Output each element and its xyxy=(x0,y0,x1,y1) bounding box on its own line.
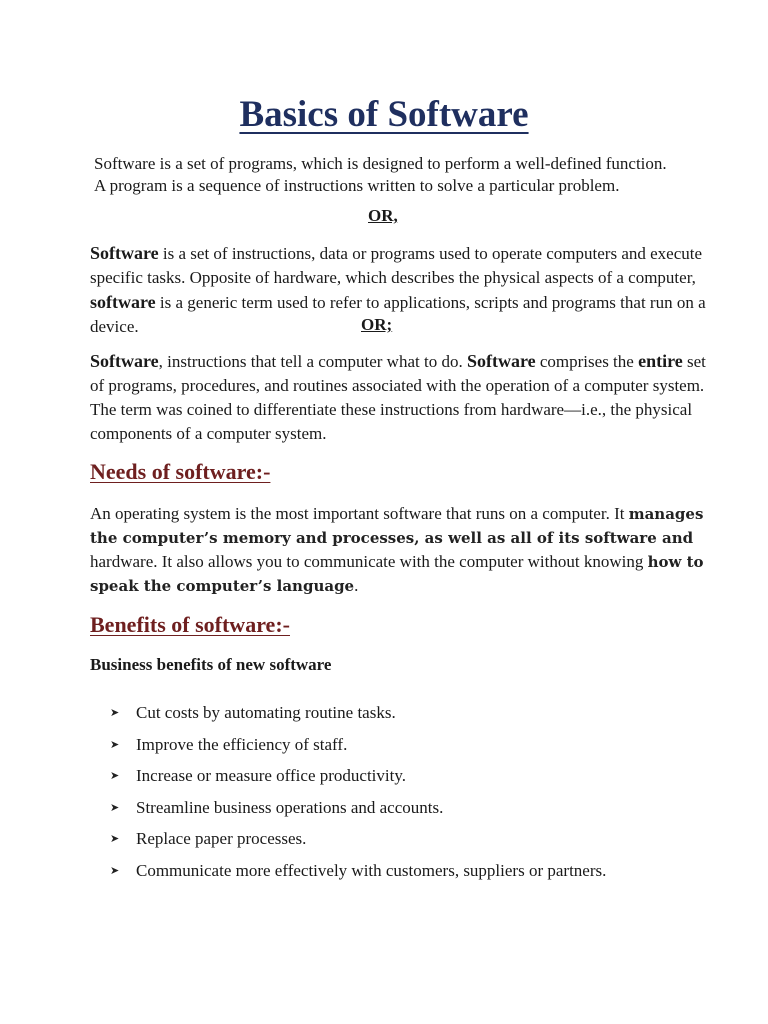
arrow-bullet-icon: ➤ xyxy=(110,801,120,814)
arrow-bullet-icon: ➤ xyxy=(110,833,120,846)
list-item: ➤ Communicate more effectively with customers, suppliers or partners. xyxy=(110,860,607,880)
intro-line-1: Software is a set of programs, which is designed to perform a well-defined function. xyxy=(94,154,667,173)
list-item: ➤ Streamline business operations and accounts. xyxy=(110,797,444,817)
benefits-subheading: Business benefits of new software xyxy=(90,655,332,674)
or-separator-1: OR, xyxy=(368,206,398,225)
list-item: ➤ Replace paper processes. xyxy=(110,829,307,849)
list-item: ➤ Improve the efficiency of staff. xyxy=(110,734,348,754)
definition-paragraph-2: Software, instructions that tell a computer what to do. Software comprises the entire set of programs, procedures, and routines associated with the operation of a computer system. The term was coined to differentiate these instructions from hardware—i.e., the physical components of a computer system. xyxy=(90,351,706,443)
needs-heading: Needs of software:- xyxy=(90,459,271,484)
intro-line-2: A program is a sequence of instructions written to solve a particular problem. xyxy=(94,176,620,195)
needs-paragraph: An operating system is the most important software that runs on a computer. It manages the computer’s memory and processes, as well as all of its software and hardware. It also allows you to communicate with the computer without knowing how to speak the computer’s language. xyxy=(90,504,704,595)
list-item: ➤ Increase or measure office productivity. xyxy=(110,766,406,786)
list-item: ➤ Cut costs by automating routine tasks. xyxy=(110,703,396,722)
arrow-bullet-icon: ➤ xyxy=(110,738,120,751)
arrow-bullet-icon: ➤ xyxy=(110,707,120,719)
definition-paragraph-1: Software is a set of instructions, data or programs used to operate computers and execute specific tasks. Opposite of hardware, which describes the physical aspects of a computer, software is a generic term used to refer to applications, scripts and programs that run on a device. xyxy=(90,243,706,336)
or-separator-2: OR; xyxy=(361,315,393,334)
intro-paragraph xyxy=(94,153,734,197)
benefits-list xyxy=(110,702,606,892)
arrow-bullet-icon: ➤ xyxy=(110,770,120,783)
arrow-bullet-icon: ➤ xyxy=(110,864,120,877)
document-title: Basics of Software xyxy=(239,94,529,135)
benefits-heading: Benefits of software:- xyxy=(90,612,290,637)
